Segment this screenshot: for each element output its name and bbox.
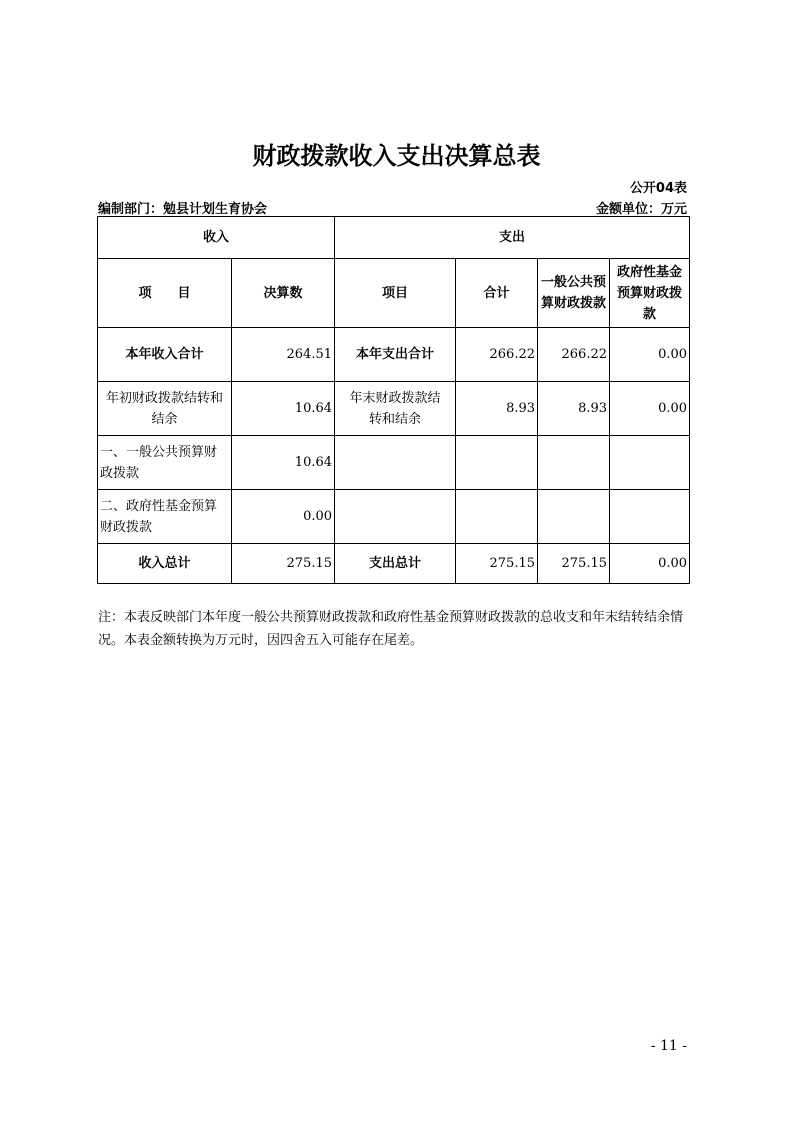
income-amount: 0.00: [232, 490, 335, 544]
exp-item: 支出总计: [335, 544, 456, 584]
exp-item: [335, 436, 456, 490]
exp-total: 8.93: [456, 382, 538, 436]
exp-fund: 0.00: [610, 544, 690, 584]
unit-label: 金额单位：万元: [595, 202, 687, 217]
income-header: 收入: [98, 217, 335, 259]
income-amount: 10.64: [232, 436, 335, 490]
table-row: [98, 490, 690, 544]
exp-total: [456, 490, 538, 544]
income-item: 年初财政拨款结转和结余: [98, 382, 232, 436]
exp-general: [538, 490, 610, 544]
footnote: 注：本表反映部门本年度一般公共预算财政拨款和政府性基金预算财政拨款的总收支和年末结转结余情况。本表金额转换为万元时，因四舍五入可能存在尾差。: [98, 610, 684, 648]
income-item: 本年收入合计: [98, 328, 232, 382]
income-item: 二、政府性基金预算财政拨款: [98, 490, 232, 544]
total-header: 合计: [456, 259, 538, 328]
income-amount: 264.51: [232, 328, 335, 382]
exp-fund: 0.00: [610, 382, 690, 436]
page-number: - 11 -: [650, 1038, 687, 1054]
item-header: 项 目: [98, 259, 232, 328]
department-label: 编制部门：勉县计划生育协会: [98, 202, 268, 217]
income-item: 收入总计: [98, 544, 232, 584]
exp-item: [335, 490, 456, 544]
exp-fund: [610, 436, 690, 490]
exp-total: [456, 436, 538, 490]
final-amount-header: 决算数: [232, 259, 335, 328]
expense-header: 支出: [335, 217, 690, 259]
exp-general: 8.93: [538, 382, 610, 436]
table-row: [98, 436, 690, 490]
exp-total: 266.22: [456, 328, 538, 382]
exp-general: 266.22: [538, 328, 610, 382]
exp-item-header: 项目: [335, 259, 456, 328]
exp-total: 275.15: [456, 544, 538, 584]
gov-fund-header: 政府性基金预算财政拨款: [610, 259, 690, 328]
table-row: [98, 544, 690, 584]
exp-general: 275.15: [538, 544, 610, 584]
exp-item: 年末财政拨款结转和结余: [335, 382, 456, 436]
table-row: [98, 328, 690, 382]
table-number: 公开04表: [629, 181, 687, 196]
income-amount: 275.15: [232, 544, 335, 584]
budget-table: [97, 216, 690, 584]
general-budget-header: 一般公共预算财政拨款: [538, 259, 610, 328]
income-item: 一、一般公共预算财政拨款: [98, 436, 232, 490]
exp-general: [538, 436, 610, 490]
exp-fund: [610, 490, 690, 544]
table-row: [98, 382, 690, 436]
income-amount: 10.64: [232, 382, 335, 436]
page-title: 财政拨款收入支出决算总表: [252, 142, 541, 170]
exp-item: 本年支出合计: [335, 328, 456, 382]
exp-fund: 0.00: [610, 328, 690, 382]
